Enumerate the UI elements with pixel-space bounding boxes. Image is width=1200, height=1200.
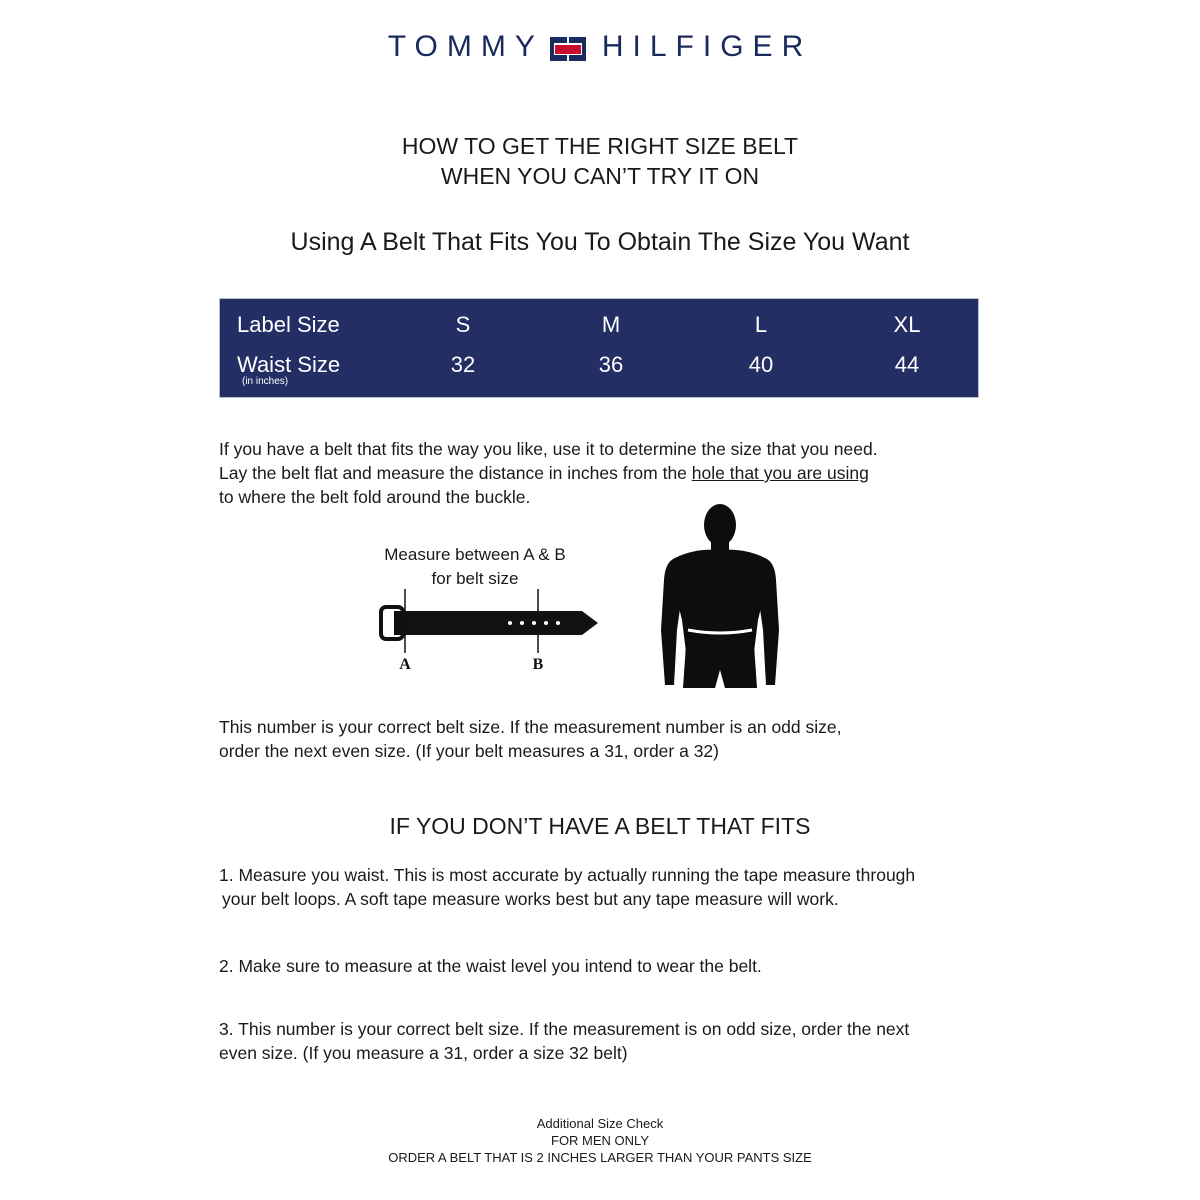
label-size-title: Label Size <box>237 312 340 337</box>
waist-size-title: Waist Size <box>237 352 341 377</box>
diagram-label-line-2: for belt size <box>431 569 519 588</box>
result-note-line-2: order the next even size. (If your belt measures a 31, order a 32) <box>219 741 719 761</box>
belt-hole <box>544 621 548 625</box>
label-size-cell: XL <box>893 312 921 337</box>
step-1 <box>219 863 915 911</box>
section-title-no-belt: IF YOU DON’T HAVE A BELT THAT FITS <box>389 813 811 839</box>
point-b-label: B <box>532 656 544 673</box>
label-size-cell: M <box>601 312 621 337</box>
point-a-label: A <box>399 656 411 673</box>
step-1-line-2: your belt loops. A soft tape measure works best but any tape measure will work. <box>222 889 839 909</box>
step-3-line-2: even size. (If you measure a 31, order a size 32 belt) <box>219 1043 628 1063</box>
diagram-label <box>360 543 590 591</box>
hole-in-use-text: hole that you are using <box>691 463 869 483</box>
belt-hole <box>556 621 560 625</box>
belt-diagram <box>370 585 610 675</box>
brand-word-left: TOMMY <box>387 30 544 63</box>
intro-line-3: to where the belt fold around the buckle. <box>219 487 531 507</box>
waist-size-cell: 44 <box>894 352 920 377</box>
brand-word-right: HILFIGER <box>601 30 813 63</box>
intro-line-2 <box>219 461 878 485</box>
step-1-line-1: 1. Measure you waist. This is most accurate by actually running the tape measure through <box>219 865 916 885</box>
result-note-line-1: This number is your correct belt size. If the measurement number is an odd size, <box>219 717 842 737</box>
belt-strap <box>394 611 598 635</box>
footer-line-2: FOR MEN ONLY <box>551 1133 649 1148</box>
headline-line-2: WHEN YOU CAN’T TRY IT ON <box>440 163 760 189</box>
label-size-cell: L <box>754 312 768 337</box>
man-silhouette <box>655 500 785 690</box>
intro-line-1: If you have a belt that fits the way you like, use it to determine the size that you need. <box>219 439 878 459</box>
result-note <box>219 715 842 763</box>
step-3 <box>219 1017 909 1065</box>
subheading: Using A Belt That Fits You To Obtain The Size You Want <box>290 228 910 256</box>
waist-size-cell: 32 <box>450 352 476 377</box>
step-3-line-1: 3. This number is your correct belt size. If the measurement is on odd size, order the next <box>219 1019 910 1039</box>
headline-line-1: HOW TO GET THE RIGHT SIZE BELT <box>401 133 799 159</box>
brand-logo <box>0 30 1200 64</box>
belt-hole <box>520 621 524 625</box>
waist-size-cell: 36 <box>598 352 624 377</box>
step-2: 2. Make sure to measure at the waist level you intend to wear the belt. <box>219 956 762 976</box>
belt-hole <box>508 621 512 625</box>
flag-icon <box>550 35 586 59</box>
belt-hole <box>532 621 536 625</box>
intro-paragraph <box>219 437 878 509</box>
label-size-cell: S <box>455 312 471 337</box>
diagram-label-line-1: Measure between A & B <box>384 545 566 564</box>
footer-line-3: ORDER A BELT THAT IS 2 INCHES LARGER THAN YOUR PANTS SIZE <box>388 1150 812 1165</box>
footer-line-1: Additional Size Check <box>536 1116 664 1131</box>
waist-unit: (in inches) <box>242 376 289 387</box>
intro-line-2-text: Lay the belt flat and measure the distance in inches from the <box>219 463 692 483</box>
waist-size-cell: 40 <box>748 352 774 377</box>
size-table <box>219 298 979 398</box>
